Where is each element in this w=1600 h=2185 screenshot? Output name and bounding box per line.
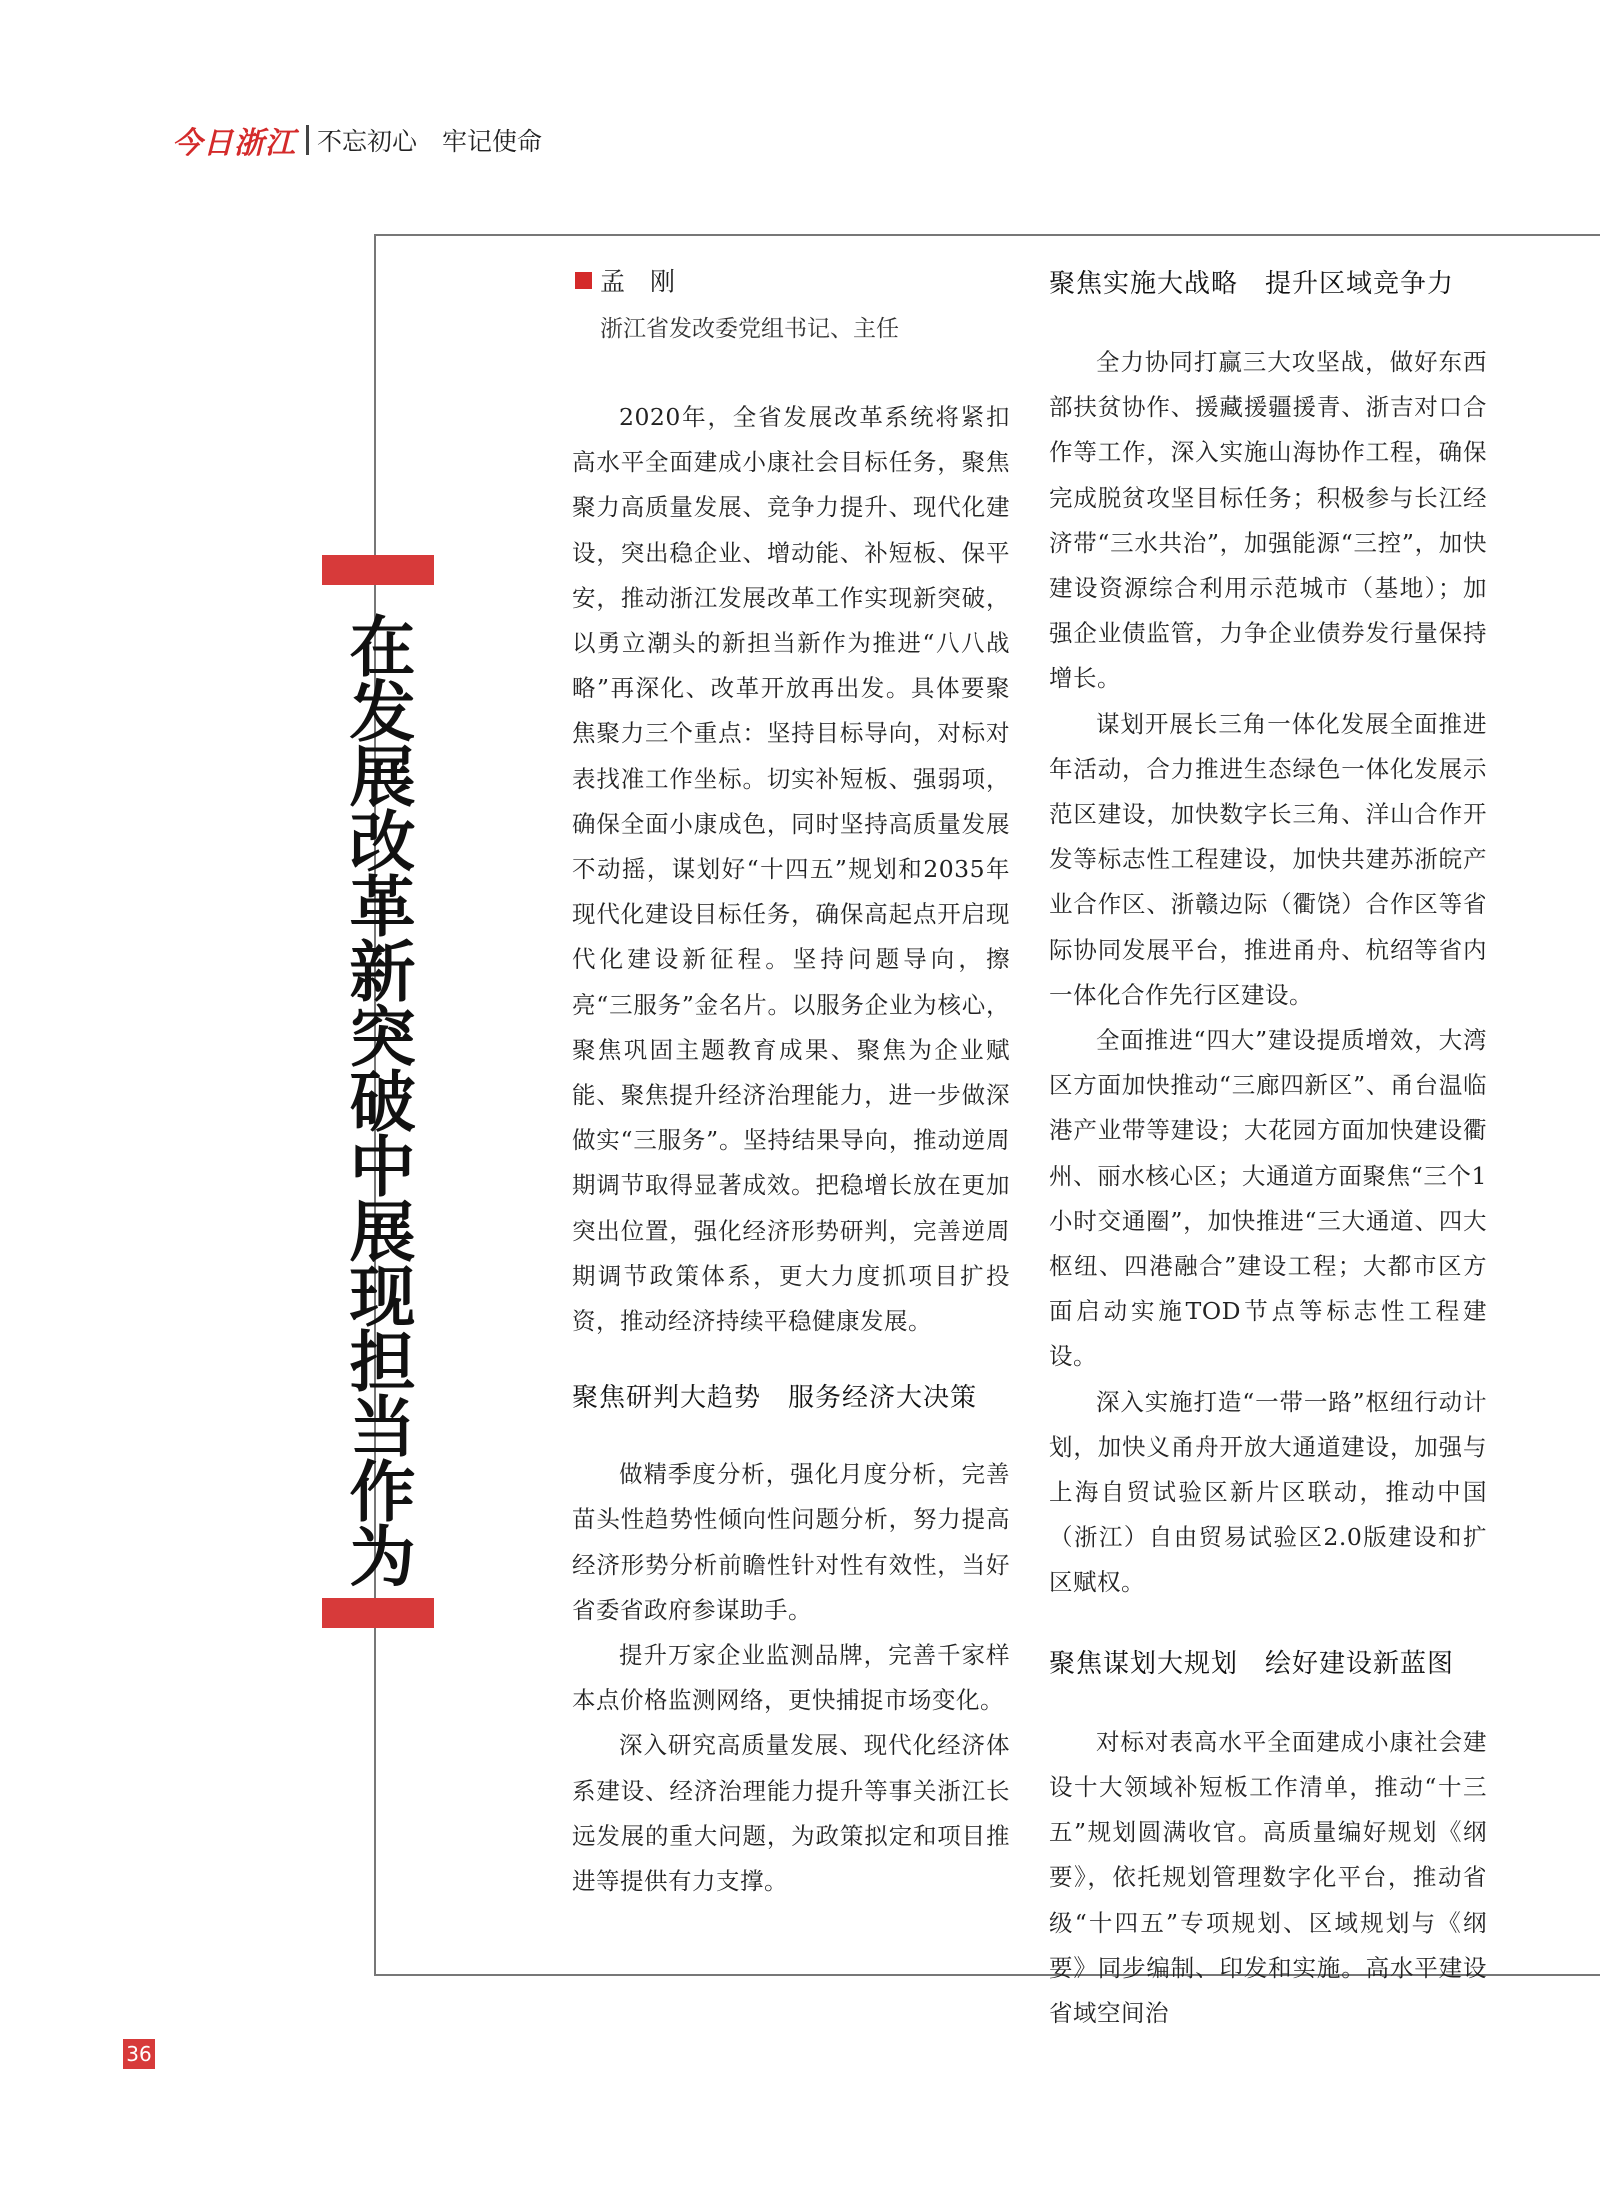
author-byline — [575, 262, 675, 298]
section-logo: 今日浙江 — [172, 126, 296, 161]
article-headline: 在发展改革新突破中展现担当作为 — [338, 612, 416, 1587]
right-column — [1049, 263, 1487, 2036]
header-divider — [306, 125, 309, 155]
page-number: 36 — [123, 2039, 155, 2069]
body-paragraph: 谋划开展长三角一体化发展全面推进年活动，合力推进生态绿色一体化发展示范区建设，加快数字长三角、洋山合作开发等标志性工程建设，加快共建苏浙皖产业合作区、浙赣边际（衢饶）合作区等省际协同发展平台，推进甬舟、杭绍等省内一体化合作先行区建设。 — [1049, 709, 1487, 1009]
page-header — [172, 120, 542, 160]
left-column — [572, 395, 1010, 1904]
body-paragraph: 全面推进“四大”建设提质增效，大湾区方面加快推动“三廊四新区”、甬台温临港产业带等建设；大花园方面加快建设衢州、丽水核心区；大通道方面聚焦“三个1小时交通圈”，加快推进“三大通道、四大枢纽、四港融合”建设工程；大都市区方面启动实施TOD节点等标志性工程建设。 — [1049, 1026, 1487, 1371]
frame-top-rule — [374, 234, 1600, 236]
body-paragraph: 深入实施打造“一带一路”枢纽行动计划，加快义甬舟开放大通道建设，加强与上海自贸试验区新片区联动，推动中国（浙江）自由贸易试验区2.0版建设和扩区赋权。 — [1049, 1387, 1487, 1597]
body-paragraph: 深入研究高质量发展、现代化经济体系建设、经济治理能力提升等事关浙江长远发展的重大问题，为政策拟定和项目推进等提供有力支撑。 — [572, 1731, 1010, 1896]
body-paragraph: 提升万家企业监测品牌，完善千家样本点价格监测网络，更快捕捉市场变化。 — [572, 1641, 1010, 1715]
author-marker — [575, 272, 592, 289]
headline-top-bar — [322, 555, 434, 585]
section-heading: 聚焦实施大战略 提升区域竞争力 — [1049, 269, 1455, 299]
author-name: 孟 刚 — [600, 267, 676, 296]
headline-bottom-bar — [322, 1598, 434, 1628]
section-heading: 聚焦谋划大规划 绘好建设新蓝图 — [1049, 1648, 1455, 1679]
author-title: 浙江省发改委党组书记、主任 — [600, 316, 899, 342]
intro-paragraph: 2020年，全省发展改革系统将紧扣高水平全面建成小康社会目标任务，聚焦聚力高质量发展、竞争力提升、现代化建设，突出稳企业、增动能、补短板、保平安，推动浙江发展改革工作实现新突破，以勇立潮头的新担当新作为推进“八八战略”再深化、改革开放再出发。具体要聚焦聚力三个重点：坚持目标导向，对标对表找准工作坐标。切实补短板、强弱项，确保全面小康成色，同时坚持高质量发展不动摇，谋划好“十四五”规划和2035年现代化建设目标任务，确保高起点开启现代化建设新征程。坚持问题导向，擦亮“三服务”金名片。以服务企业为核心，聚焦巩固主题教育成果、聚焦为企业赋能、聚焦提升经济治理能力，进一步做深做实“三服务”。坚持结果导向，推动逆周期调节取得显著成效。把稳增长放在更加突出位置，强化经济形势研判，完善逆周期调节政策体系，更大力度抓项目扩投资，推动经济持续平稳健康发展。 — [572, 403, 1010, 1336]
header-slogan: 不忘初心 牢记使命 — [317, 127, 543, 156]
section-heading: 聚焦研判大趋势 服务经济大决策 — [572, 1383, 978, 1414]
body-paragraph: 做精季度分析，强化月度分析，完善苗头性趋势性倾向性问题分析，努力提高经济形势分析前瞻性针对性有效性，当好省委省政府参谋助手。 — [572, 1460, 1010, 1624]
body-paragraph: 全力协同打赢三大攻坚战，做好东西部扶贫协作、援藏援疆援青、浙吉对口合作等工作，深入实施山海协作工程，确保完成脱贫攻坚目标任务；积极参与长江经济带“三水共治”，加强能源“三控”，加快建设资源综合利用示范城市（基地）；加强企业债监管，力争企业债券发行量保持增长。 — [1049, 348, 1487, 693]
body-paragraph: 对标对表高水平全面建成小康社会建设十大领域补短板工作清单，推动“十三五”规划圆满收官。高质量编好规划《纲要》，依托规划管理数字化平台，推动省级“十四五”专项规划、区域规划与《纲要》同步编制、印发和实施。高水平建设省域空间治 — [1049, 1727, 1487, 2027]
